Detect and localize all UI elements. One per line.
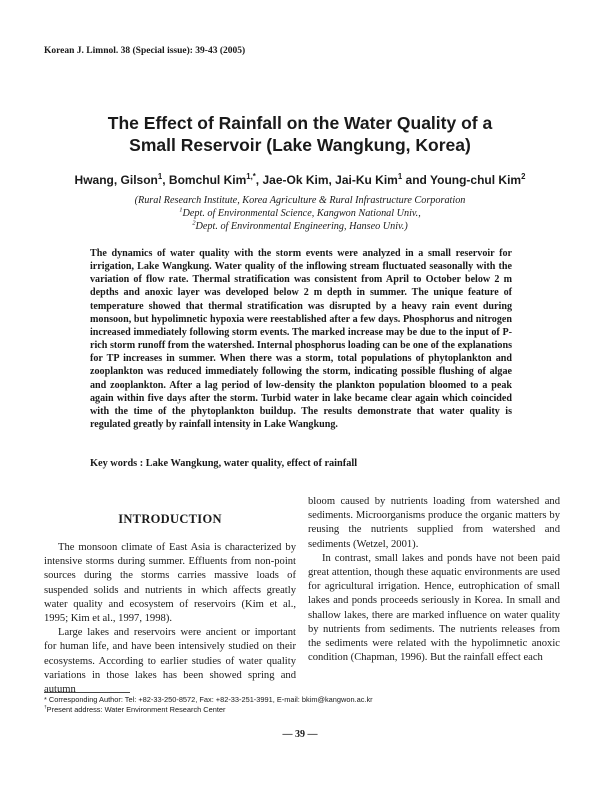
paragraph: bloom caused by nutrients loading from watershed and sediments. Microorganisms produce the organic matters by reusing the nutrients supplied from watershed and sediments (Wetzel, 2001).	[308, 496, 560, 550]
author-name: Young-chul Kim	[430, 173, 522, 187]
author-separator: ,	[162, 173, 169, 187]
author-separator: ,	[328, 173, 336, 187]
author-name: Jae-Ok Kim	[262, 173, 329, 187]
author-affil-mark: 1	[397, 172, 403, 181]
author-affil-mark: 1,*	[246, 172, 256, 181]
keywords-label: Key words :	[90, 458, 146, 469]
keywords-text: Lake Wangkung, water quality, effect of rainfall	[145, 458, 358, 469]
keywords	[90, 458, 520, 469]
abstract: The dynamics of water quality with the storm events were analyzed in a small reservoir for irrigation, Lake Wangkung. Water quality of the inflowing stream fluctuated seasonally with the variation of flow rate. Thermal stratification was consistent from April to October below 2 m depths and anoxic layer was developed below 2 m depth in summer. The unique feature of temperature showed that thermal stratification was disrupted by a heavy rain event during monsoon, but hypolimnetic hypoxia were reestablished after a few days. Phosphorus and nitrogen increased immediately following storm events. The marked increase may be due to the input of P-rich storm runoff from the watershed. Internal phosphorus loading can be one of the explanations for TP increases in summer. When there was a storm, total populations of phytoplankton and zooplankton was reduced immediately following the storm, indicating possible flushing of algae and zooplankton. After a lag period of low-density the plankton population bloomed to a peak again within five days after the storm. Turbid water in lake became clear again which coincided with the time of the phytoplankton buildup. The results demonstrate that water quality is regulated greatly by rainfall intensity in Lake Wangkung.	[90, 248, 512, 431]
affiliation-main: (Rural Research Institute, Korea Agriculture & Rural Infrastructure Corporation	[134, 195, 466, 206]
body-column-left	[44, 500, 296, 697]
title-line-1: The Effect of Rainfall on the Water Quality of a	[107, 113, 493, 133]
author-separator: ,	[255, 173, 263, 187]
footnotes	[44, 695, 564, 715]
author-name: Bomchul Kim	[168, 173, 247, 187]
author-name: Hwang, Gilson	[74, 173, 158, 187]
section-heading-introduction: INTRODUCTION	[118, 512, 222, 526]
footnote-present-address: †Present address: Water Environment Research Center	[44, 705, 226, 714]
footnote-corresponding-author: * Corresponding Author: Tel: +82-33-250-8572, Fax: +82-33-251-3991, E-mail: bkim@kangwon.ac.kr	[44, 695, 373, 704]
paragraph: Large lakes and reservoirs were ancient or important for human life, and have been intensively studied on their ecosystems. According to earlier studies of water quality variations in those lakes has been showed spring and autumn	[44, 627, 296, 696]
affiliation-1: $^1$Dept. of Environmental Science, Kangwon National Univ.,	[179, 206, 421, 219]
author-affil-mark: 2	[521, 172, 526, 181]
author-list	[60, 173, 540, 187]
author-name: Jai-Ku Kim	[335, 173, 398, 187]
author-affil-mark: 1	[157, 172, 163, 181]
body-column-right	[308, 495, 560, 665]
page-number: — 39 —	[282, 729, 318, 740]
title-line-2: Small Reservoir (Lake Wangkung, Korea)	[129, 135, 471, 155]
affiliations	[60, 194, 540, 233]
footnote-rule	[44, 692, 130, 693]
paragraph: The monsoon climate of East Asia is characterized by intensive storms during summer. Effluents from non-point sources during the storms carries massive loads of suspended solids and nutrients in which affects greatly water quality and ecosystem of reservoirs (Kim et al., 1995; Kim et al., 1997, 1998).	[44, 542, 296, 625]
affiliation-2: $^2$Dept. of Environmental Engineering, Hanseo Univ.)	[192, 219, 408, 232]
author-separator: and	[402, 173, 430, 187]
journal-reference: Korean J. Limnol. 38 (Special issue): 39-43 (2005)	[44, 46, 246, 56]
paper-title	[60, 112, 540, 156]
paragraph: In contrast, small lakes and ponds have not been paid great attention, though these aquatic environments are used for agricultural irrigation. Hence, eutrophication of small lakes and ponds proceeds seriously in Korea. In small and shallow lakes, there are marked influence on water quality by nutrients from sediments. The nutrients releases from the sediments were related with the hypolimnetic anoxic condition (Chapman, 1996). But the rainfall effect each	[308, 552, 560, 664]
